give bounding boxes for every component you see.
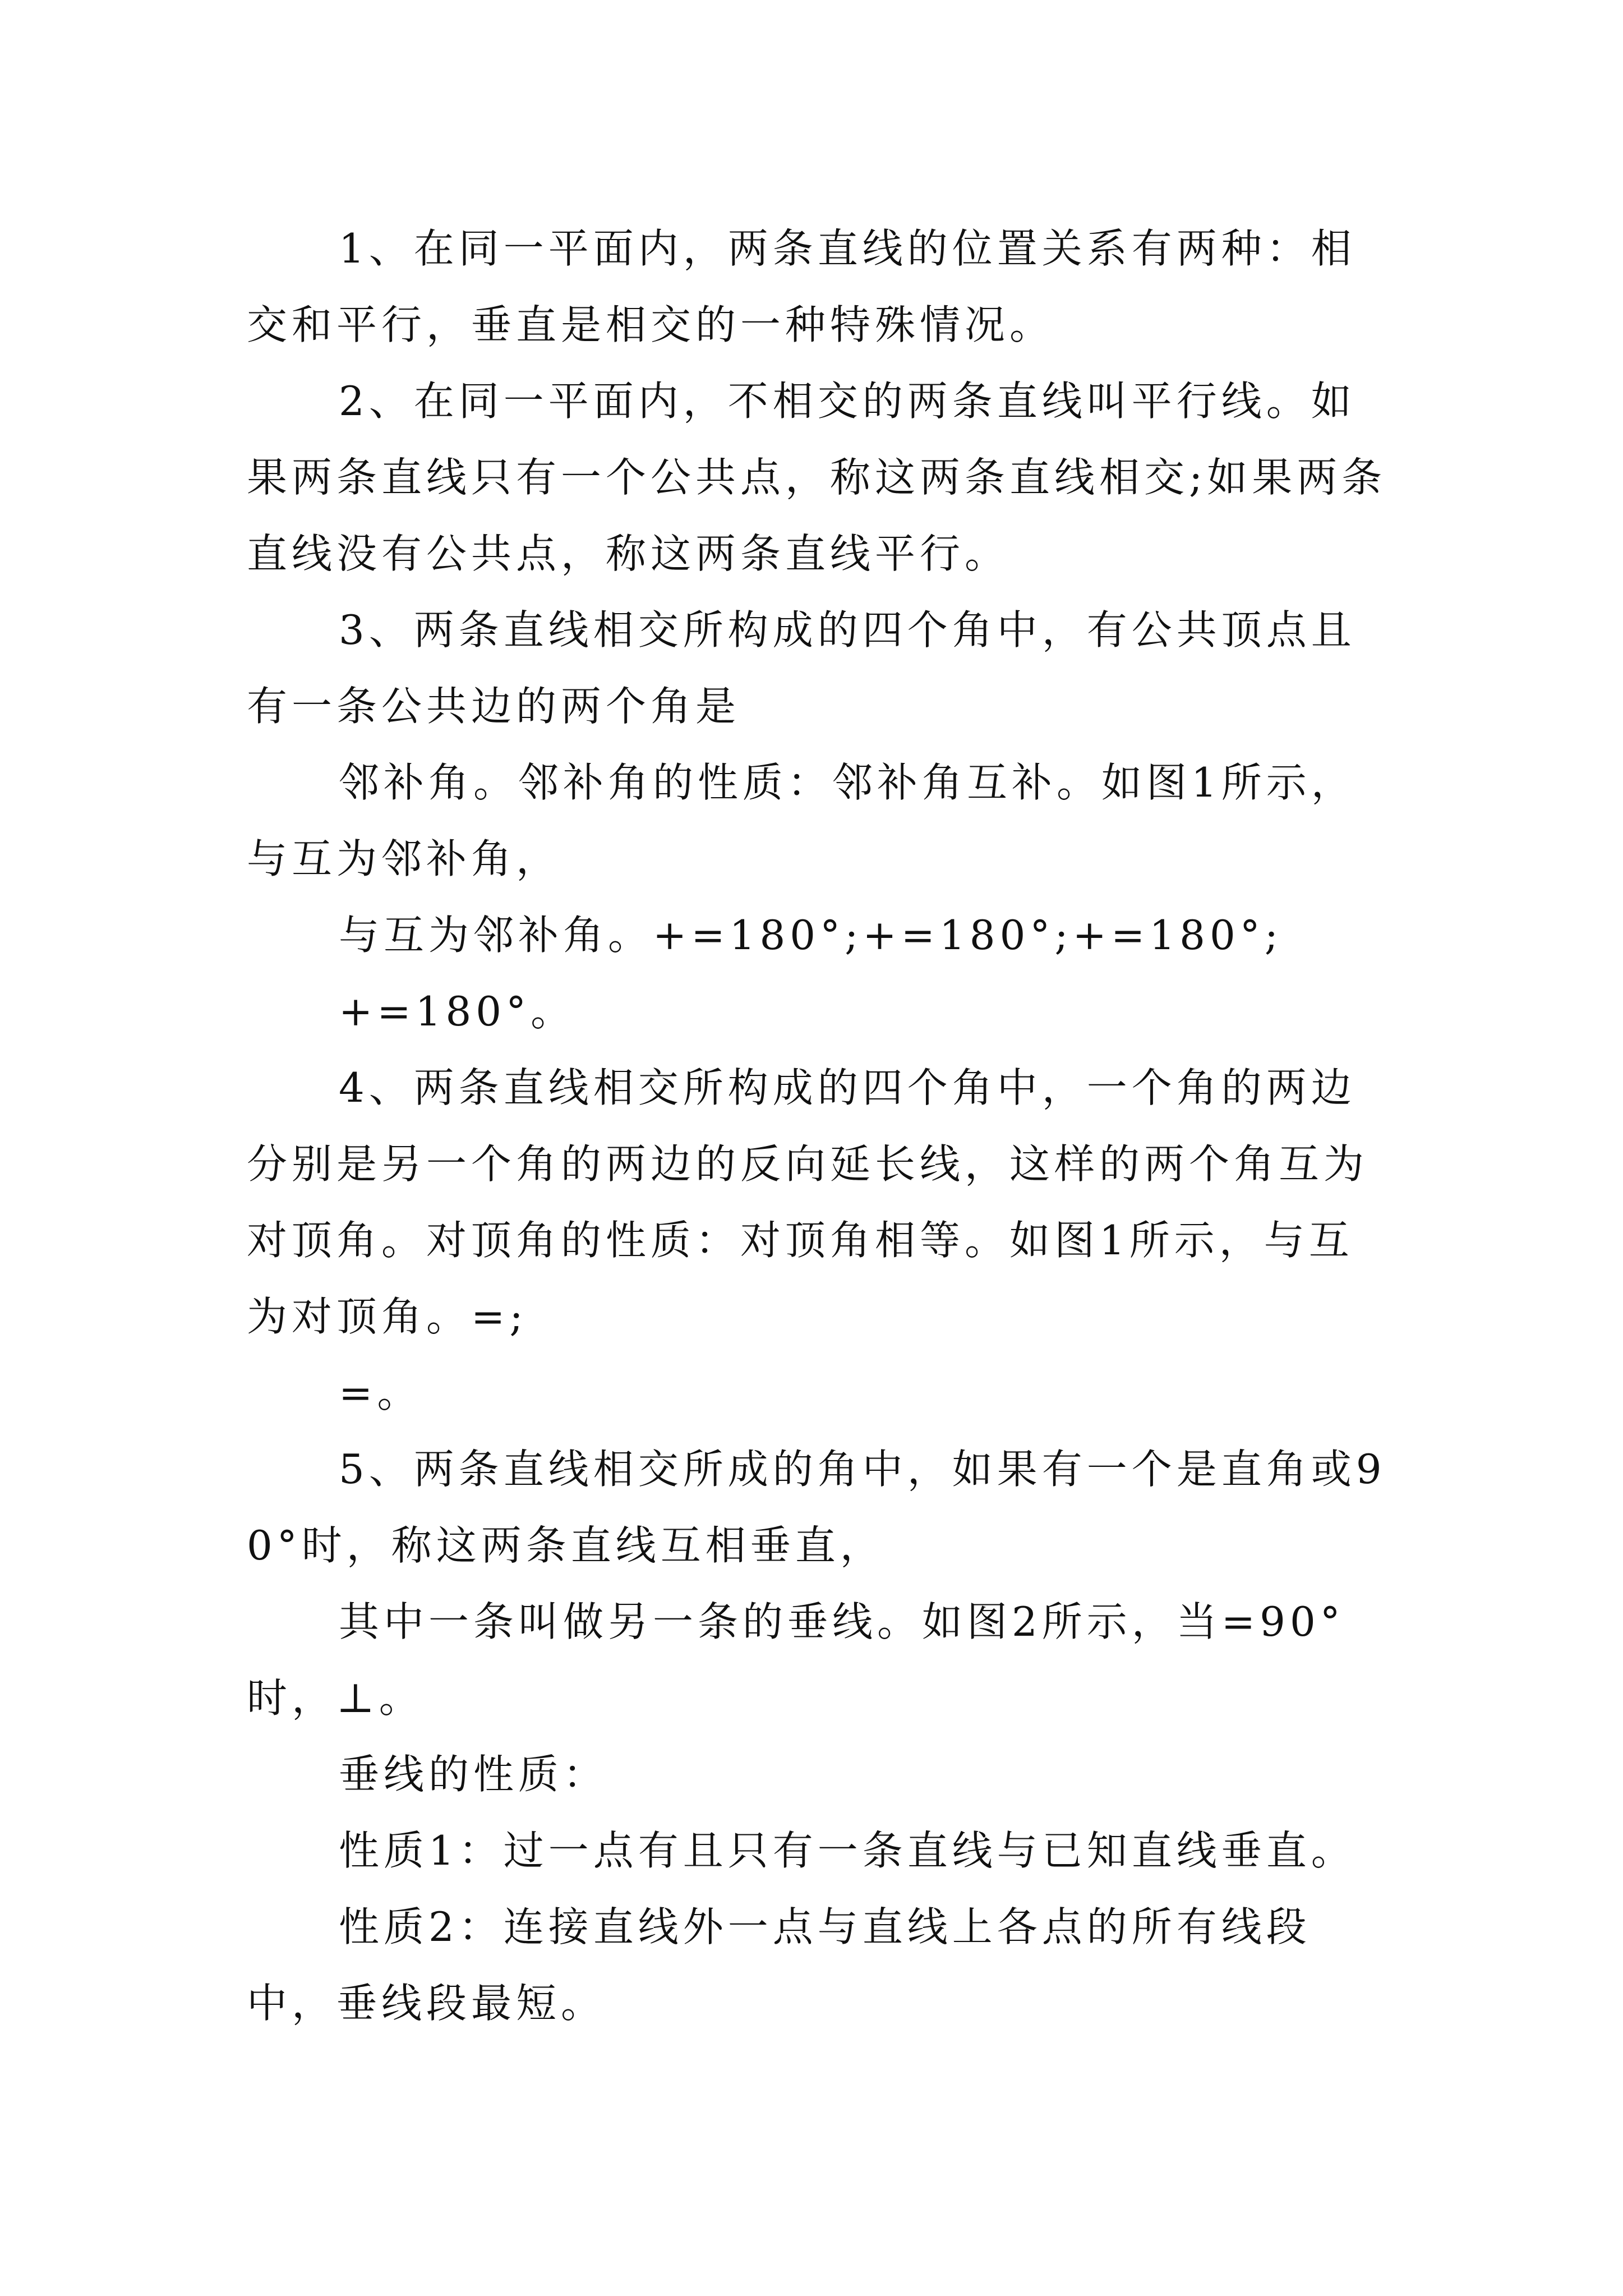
- paragraph-1: 1、在同一平面内，两条直线的位置关系有两种：相交和平行，垂直是相交的一种特殊情况。: [247, 225, 1356, 348]
- document-body: [247, 210, 1391, 2041]
- paragraph-4: 邻补角。邻补角的性质：邻补角互补。如图1所示，与互为邻补角，: [247, 759, 1356, 882]
- paragraph-12: 性质1：过一点有且只有一条直线与已知直线垂直。: [339, 1827, 1356, 1874]
- paragraph-8: =。: [339, 1369, 422, 1416]
- paragraph-6: +=180°。: [339, 988, 576, 1035]
- paragraph-3: 3、两条直线相交所构成的四个角中，有公共顶点且有一条公共边的两个角是: [247, 606, 1356, 730]
- paragraph-11: 垂线的性质：: [339, 1751, 608, 1798]
- paragraph-5: 与互为邻补角。+=180°;+=180°;+=180°;: [339, 912, 1283, 959]
- paragraph-7: 4、两条直线相交所构成的四个角中，一个角的两边分别是另一个角的两边的反向延长线，这样的两个角互为对顶角。对顶角的性质：对顶角相等。如图1所示，与互为对顶角。=;: [247, 1064, 1369, 1340]
- paragraph-9: 5、两条直线相交所成的角中，如果有一个是直角或90°时，称这两条直线互相垂直，: [247, 1446, 1386, 1569]
- paragraph-2: 2、在同一平面内，不相交的两条直线叫平行线。如果两条直线只有一个公共点，称这两条直线相交;如果两条直线没有公共点，称这两条直线平行。: [247, 378, 1387, 577]
- paragraph-10: 其中一条叫做另一条的垂线。如图2所示，当=90°时，⊥。: [247, 1598, 1345, 1722]
- paragraph-13: 性质2：连接直线外一点与直线上各点的所有线段中，垂线段最短。: [247, 1903, 1311, 2027]
